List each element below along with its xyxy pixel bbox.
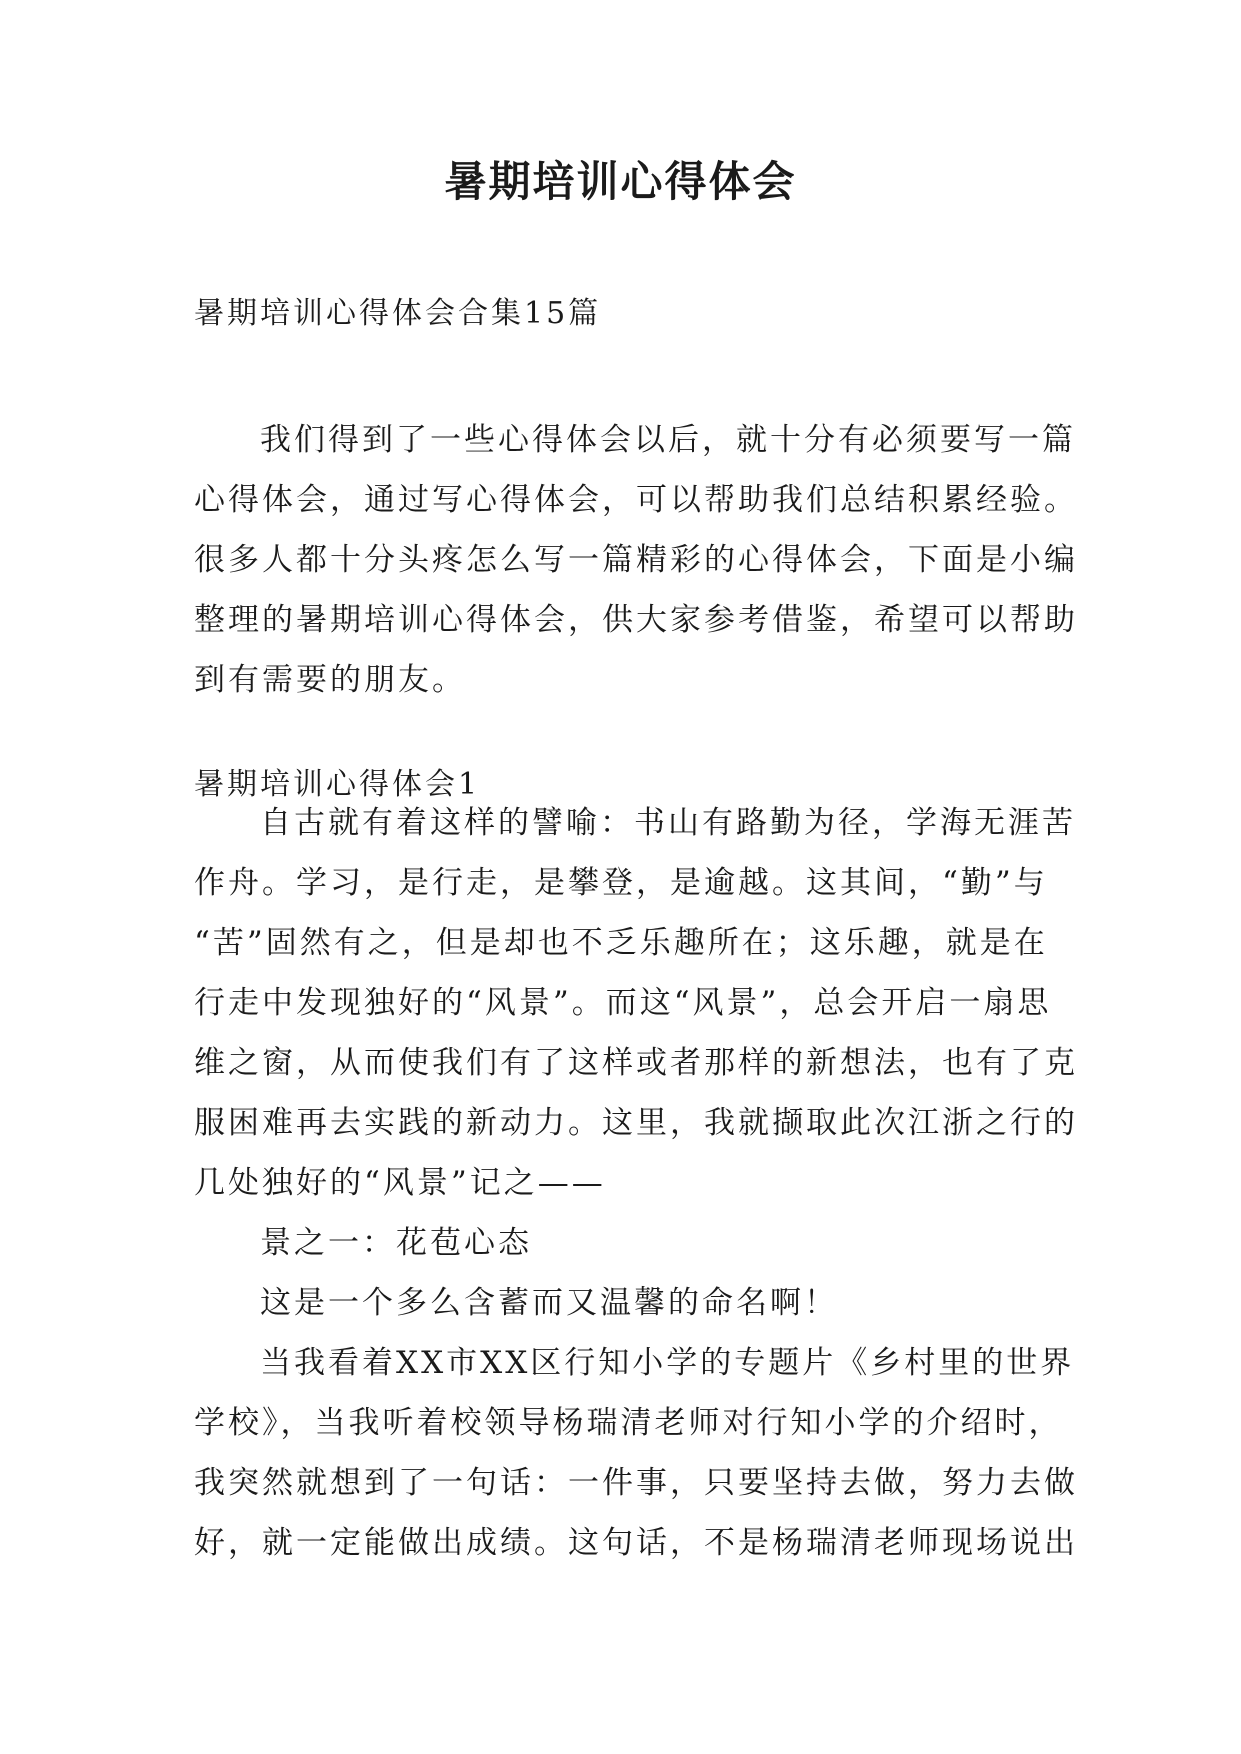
text-line: 行走中发现独好的“风景”。而这“风景”，总会开启一扇思 — [194, 985, 1052, 1021]
intro-paragraph — [194, 410, 1078, 710]
text-line: 学校》，当我听着校领导杨瑞清老师对行知小学的介绍时， — [194, 1405, 1063, 1441]
text-line: 作舟。学习，是行走，是攀登，是逾越。这其间，“勤”与 — [194, 865, 1048, 901]
text-line: 几处独好的“风景”记之—— — [194, 1165, 606, 1201]
text-line: 我突然就想到了一句话：一件事，只要坚持去做，努力去做 — [194, 1465, 1078, 1501]
text-line: 整理的暑期培训心得体会，供大家参考借鉴，希望可以帮助 — [194, 602, 1078, 638]
text-line: 我们得到了一些心得体会以后，就十分有必须要写一篇 — [260, 422, 1076, 458]
text-line: 服困难再去实践的新动力。这里，我就撷取此次江浙之行的 — [194, 1105, 1078, 1141]
text-line: 景之一：花苞心态 — [260, 1225, 532, 1261]
section-heading: 暑期培训心得体会1 — [194, 767, 481, 802]
text-line: 到有需要的朋友。 — [194, 662, 466, 698]
text-line: 维之窗，从而使我们有了这样或者那样的新想法，也有了克 — [194, 1045, 1078, 1081]
text-line: 心得体会，通过写心得体会，可以帮助我们总结积累经验。 — [194, 482, 1078, 518]
text-line: 很多人都十分头疼怎么写一篇精彩的心得体会，下面是小编 — [194, 542, 1078, 578]
document-subtitle: 暑期培训心得体会合集15篇 — [194, 296, 602, 331]
text-line: 自古就有着这样的譬喻：书山有路勤为径，学海无涯苦 — [260, 805, 1076, 841]
text-line: 当我看着XX市XX区行知小学的专题片《乡村里的世界 — [260, 1345, 1075, 1381]
text-line: 这是一个多么含蓄而又温馨的命名啊！ — [260, 1285, 838, 1321]
document-title: 暑期培训心得体会 — [444, 157, 797, 206]
text-line: “苦”固然有之，但是却也不乏乐趣所在；这乐趣，就是在 — [194, 925, 1048, 961]
section-body — [194, 793, 1078, 1573]
text-line: 好，就一定能做出成绩。这句话，不是杨瑞清老师现场说出 — [194, 1525, 1078, 1561]
